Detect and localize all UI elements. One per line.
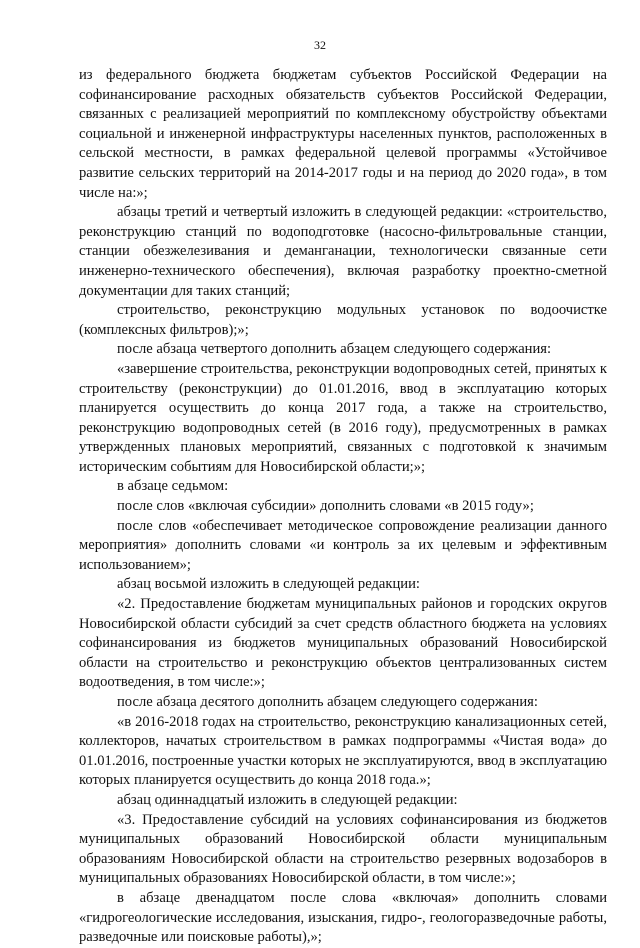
- paragraph: после абзаца четвертого дополнить абзацем следующего содержания:: [117, 341, 552, 358]
- paragraph: «завершение строительства, реконструкции водопроводных сетей, принятых к строительству (реконструкции) до 01.01.2016, ввод в эксплуатацию которых планируется осуществить до конца 2017 года, а также на строительство, реконструкцию водопроводных сетей (в 2016 году), предусмотренных в рамках утвержденных плановых мероприятий, связанных с подготовкой к значимым историческим событиям для Новосибирской области;»;: [79, 360, 607, 475]
- document-body: [79, 66, 607, 948]
- paragraph: «2. Предоставление бюджетам муниципальных районов и городских округов Новосибирской области субсидий за счет средств областного бюджета на условиях софинансирования из бюджетов муниципальных образований Новосибирской области на строительство и реконструкцию объектов централизованных систем водоотведения, в том числе:»;: [79, 596, 607, 691]
- paragraph: абзацы третий и четвертый изложить в следующей редакции: «строительство, реконструкцию станций по водоподготовке (насосно-фильтровальные станции, станции обезжелезивания и деманганации, технологически связанные сети инженерно-технического обеспечения), включая разработку проектно-сметной документации для таких станций;: [79, 204, 607, 299]
- paragraph: после абзаца десятого дополнить абзацем следующего содержания:: [117, 694, 538, 710]
- paragraph: строительство, реконструкцию модульных установок по водоочистке (комплексных фильтров);»;: [79, 302, 607, 338]
- page-number: 32: [314, 38, 326, 52]
- paragraph: после слов «обеспечивает методическое сопровождение реализации данного мероприятия» дополнить словами «и контроль за их целевым и эффективным использованием»;: [79, 517, 607, 573]
- paragraph: в абзаце седьмом:: [117, 478, 229, 495]
- paragraph: в абзаце двенадцатом после слова «включая» дополнить словами «гидрогеологические исследования, изыскания, гидро-, геологоразведочные работы, разведочные или поисковые работы),»;: [79, 889, 607, 946]
- paragraph: «в 2016-2018 годах на строительство, реконструкцию канализационных сетей, коллекторов, начатых строительством в рамках подпрограммы «Чистая вода» до 01.01.2016, построенные участки которых не эксплуатируются, ввод в эксплуатацию которых планируется осуществить до конца 2018 года.»;: [79, 713, 607, 789]
- paragraph: абзац восьмой изложить в следующей редакции:: [117, 576, 420, 593]
- paragraph: «3. Предоставление субсидий на условиях софинансирования из бюджетов муниципальных образований Новосибирской области муниципальным образованиям Новосибирской области на строительство резервных водозаборов в муниципальных образованиях Новосибирской области, в том числе:»;: [79, 811, 607, 887]
- paragraph: из федерального бюджета бюджетам субъектов Российской Федерации на софинансирование расходных обязательств субъектов Российской Федерации, связанных с реализацией мероприятий по комплексному обустройству объектами социальной и инженерной инфраструктуры населенных пунктов, расположенных в сельской местности, в рамках федеральной целевой программы «Устойчивое развитие сельских территорий на 2014-2017 годы и на период до 2020 года», в том числе на:»;: [79, 67, 607, 201]
- paragraph: после слов «включая субсидии» дополнить словами «в 2015 году»;: [117, 498, 534, 515]
- paragraph: абзац одиннадцатый изложить в следующей редакции:: [117, 791, 458, 808]
